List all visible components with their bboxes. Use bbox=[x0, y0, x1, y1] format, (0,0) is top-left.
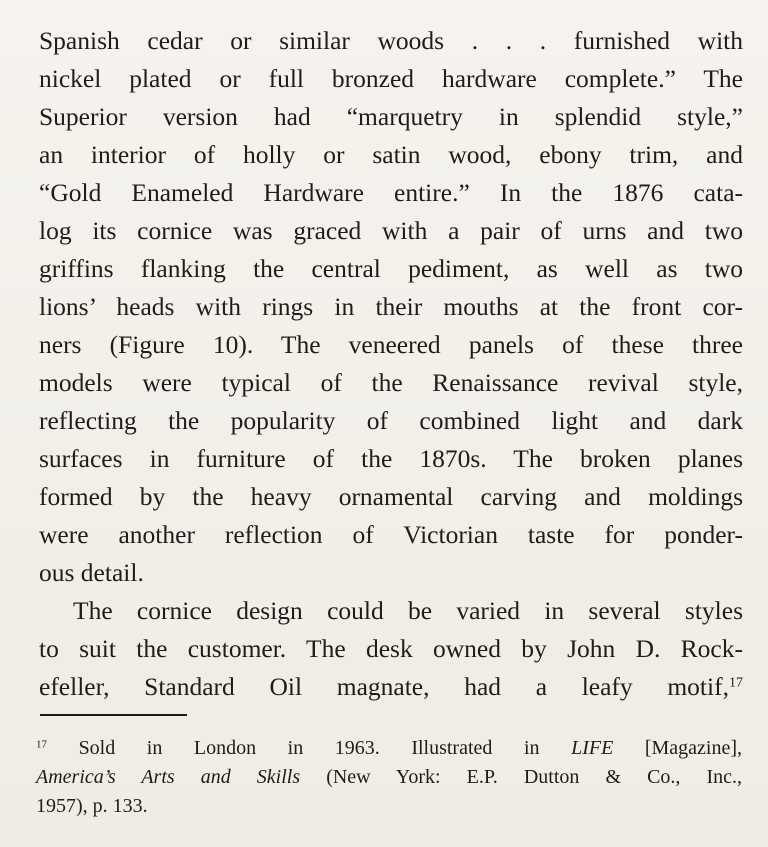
footnote-line: 1957), p. 133. bbox=[36, 795, 148, 817]
text-line: griffins flanking the central pediment, as well as two bbox=[39, 254, 743, 283]
text-line: were another reflection of Victorian taste for ponder- bbox=[39, 520, 743, 549]
text-line: Superior version had “marquetry in splendid style,” bbox=[39, 102, 743, 131]
text-line-content: efeller, Standard Oil magnate, had a leafy motif, bbox=[39, 672, 729, 701]
footnote-number: 17 bbox=[36, 738, 47, 751]
text-line: an interior of holly or satin wood, ebony trim, and bbox=[39, 140, 743, 169]
text-line: lions’ heads with rings in their mouths at the front cor- bbox=[39, 292, 743, 321]
footnote-text: [Magazine], bbox=[644, 737, 743, 759]
text-line: to suit the customer. The desk owned by John D. Rock- bbox=[39, 634, 743, 663]
text-line: Spanish cedar or similar woods . . . furnished with bbox=[39, 26, 743, 55]
text-line: ners (Figure 10). The veneered panels of these three bbox=[39, 330, 743, 359]
text-line: The cornice design could be varied in several styles bbox=[73, 596, 743, 625]
text-line: models were typical of the Renaissance revival style, bbox=[39, 368, 743, 397]
footnote-line bbox=[36, 734, 742, 763]
footnote-divider bbox=[40, 714, 187, 716]
footnote bbox=[36, 734, 742, 821]
footnote-italic-title: LIFE bbox=[571, 737, 614, 759]
body-text bbox=[39, 22, 743, 706]
footnote-text: Sold in London in 1963. Illustrated in bbox=[78, 737, 540, 759]
text-line bbox=[39, 668, 743, 706]
text-line: ous detail. bbox=[39, 558, 144, 587]
footnote-line bbox=[36, 763, 742, 792]
footnote-marker: 17 bbox=[728, 675, 743, 691]
footnote-italic-title: America’s Arts and Skills bbox=[36, 766, 301, 788]
text-line: reflecting the popularity of combined light and dark bbox=[39, 406, 743, 435]
text-line: nickel plated or full bronzed hardware complete.” The bbox=[39, 64, 743, 93]
text-line: formed by the heavy ornamental carving and moldings bbox=[39, 482, 743, 511]
footnote-text: (New York: E.P. Dutton & Co., Inc., bbox=[326, 766, 743, 788]
text-line: “Gold Enameled Hardware entire.” In the 1876 cata- bbox=[39, 178, 743, 207]
text-line: log its cornice was graced with a pair of urns and two bbox=[39, 216, 743, 245]
text-line: surfaces in furniture of the 1870s. The broken planes bbox=[39, 444, 743, 473]
